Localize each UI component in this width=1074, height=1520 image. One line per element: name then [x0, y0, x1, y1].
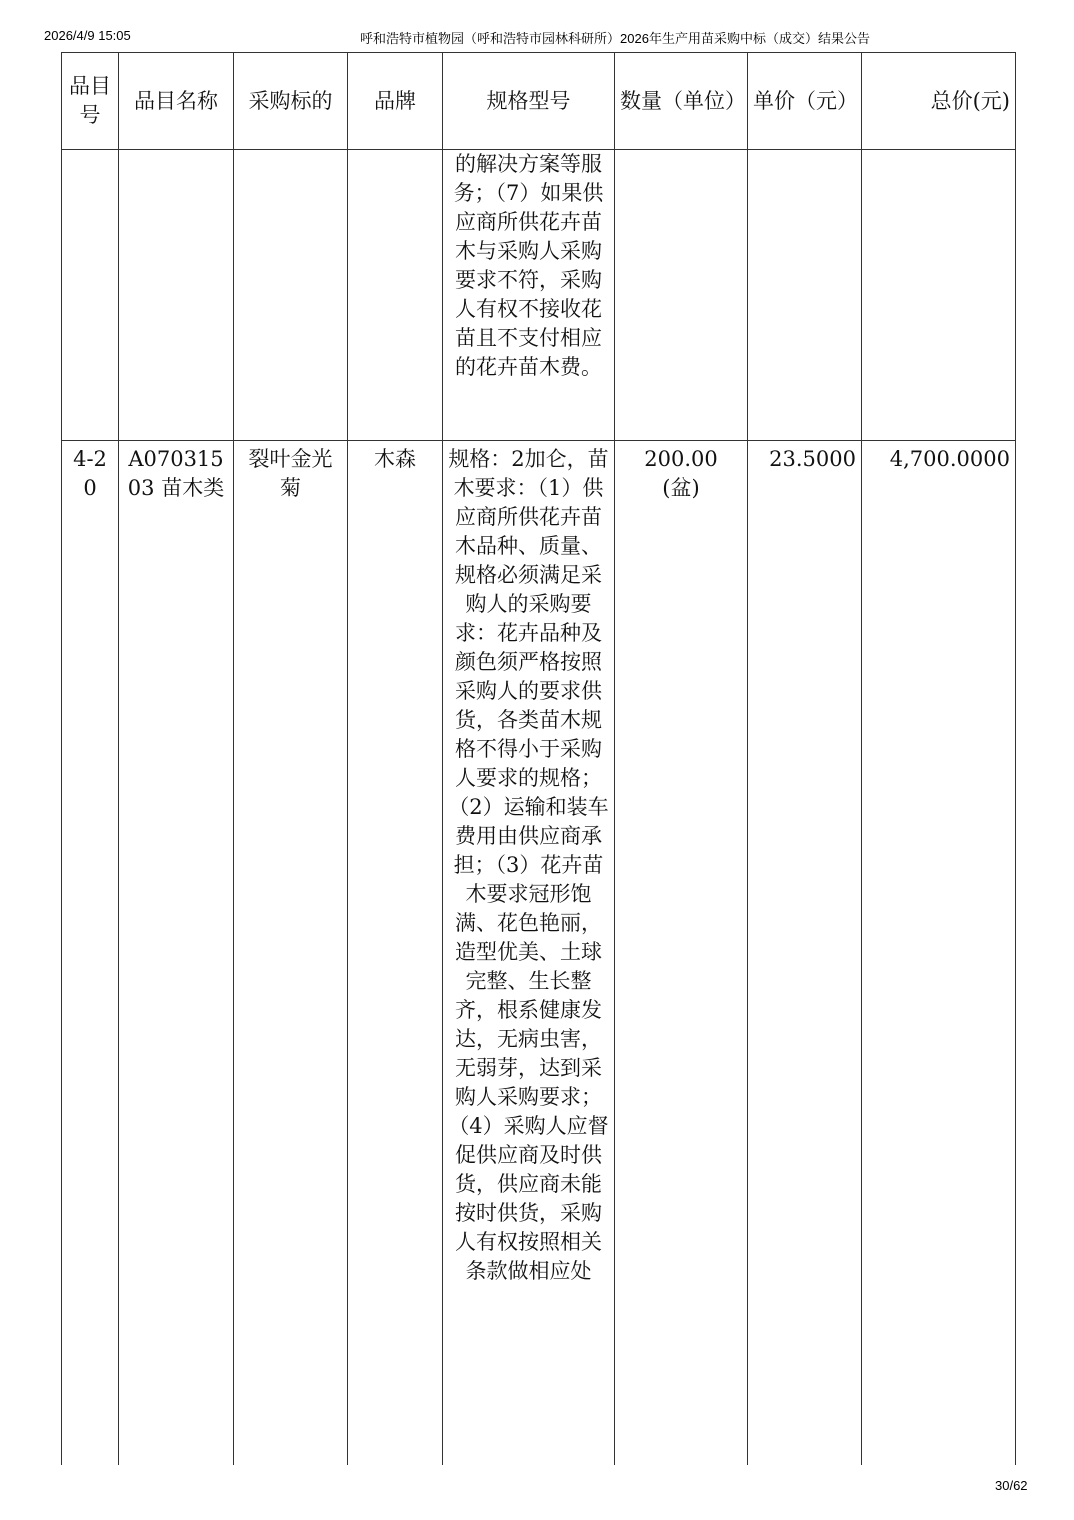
- quantity-unit: (盆): [662, 476, 700, 500]
- cell-empty: [119, 150, 234, 441]
- col-header-item-no: 品目号: [62, 53, 119, 150]
- cell-item-no: 4-20: [62, 441, 119, 1466]
- cell-spec: 规格：2加仑，苗木要求：（1）供应商所供花卉苗木品种、质量、规格必须满足采购人的采购要求：花卉品种及颜色须严格按照采购人的要求供货，各类苗木规格不得小于采购人要求的规格；（2）运输和装车费用由供应商承担；（3）花卉苗木要求冠形饱满、花色艳丽，造型优美、土球完整、生长整齐，根系健康发达，无病虫害，无弱芽，达到采购人采购要求；（4）采购人应督促供应商及时供货，供应商未能按时供货，采购人有权按照相关条款做相应处: [443, 441, 615, 1466]
- col-header-unit-price: 单价（元）: [748, 53, 862, 150]
- cell-spec-continued: 的解决方案等服务；（7）如果供应商所供花卉苗木与采购人采购要求不符，采购人有权不接收花苗且不支付相应的花卉苗木费。: [443, 150, 615, 441]
- quantity-value: 200.00: [644, 447, 718, 471]
- cell-target: 裂叶金光菊: [234, 441, 348, 1466]
- cell-quantity: [615, 441, 748, 1466]
- cell-total: 4,700.0000: [862, 441, 1016, 1466]
- table-row-continued: [62, 150, 1016, 441]
- cell-empty: [234, 150, 348, 441]
- cell-item-name: A07031503 苗木类: [119, 441, 234, 1466]
- col-header-spec: 规格型号: [443, 53, 615, 150]
- col-header-brand: 品牌: [348, 53, 443, 150]
- page-number: 30/62: [995, 1478, 1028, 1493]
- cell-unit-price: 23.5000: [748, 441, 862, 1466]
- table-row: [62, 441, 1016, 1466]
- col-header-total: 总价(元): [862, 53, 1016, 150]
- cell-empty: [348, 150, 443, 441]
- cell-brand: 木森: [348, 441, 443, 1466]
- col-header-quantity: 数量（单位）: [615, 53, 748, 150]
- cell-empty: [62, 150, 119, 441]
- cell-empty: [862, 150, 1016, 441]
- table-header-row: [62, 53, 1016, 150]
- document-title: 呼和浩特市植物园（呼和浩特市园林科研所）2026年生产用苗采购中标（成交）结果公告: [360, 31, 870, 46]
- cell-empty: [748, 150, 862, 441]
- print-datetime: 2026/4/9 15:05: [44, 28, 131, 43]
- col-header-item-name: 品目名称: [119, 53, 234, 150]
- cell-empty: [615, 150, 748, 441]
- procurement-table: [61, 52, 1016, 1465]
- col-header-target: 采购标的: [234, 53, 348, 150]
